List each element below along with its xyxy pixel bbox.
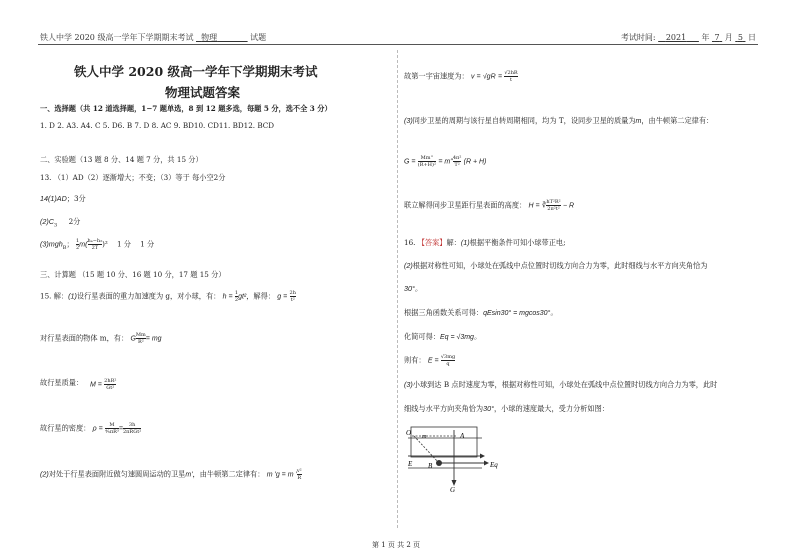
q15-part1-text: 设行星表面的重力加速度为 g，对小球，有： (76, 291, 221, 301)
q15-density-left: ρ = (92, 425, 103, 433)
q14-part3-tail: )² (102, 239, 108, 249)
q16-part3-text2: 细线与水平方向夹角恰为 (404, 404, 484, 413)
q15-density-frac1: $\frac{M}{\text{⁴⁄₃πR³}}$ (104, 422, 119, 435)
q16-part1-label: (1) (460, 238, 470, 247)
r1-text: 故第一宇宙速度为： (404, 71, 469, 81)
q15-surface-eq-right: = mg (145, 335, 162, 343)
q16-answer-tag: 【答案】 (417, 238, 447, 247)
header-subject: 物理 (201, 33, 218, 42)
q15-density-mid: = (118, 425, 123, 433)
r3-text: 同步卫星的周期与该行星自转周期相同，均为 T，设同步卫星的质量为 (412, 116, 636, 125)
q15-part1-eq-left: h = (222, 293, 233, 301)
diagram-label-Eq: Eq (490, 461, 498, 469)
header-month: 7 (714, 33, 720, 42)
r3-line (404, 116, 713, 126)
q15-part2-m: m' (185, 471, 193, 479)
q16-part2-then-frac: $\frac{√3mg}{q}$ (440, 354, 456, 367)
q15-part1-solve: ，解得： (246, 291, 275, 301)
r3-solve-left: H = (528, 202, 540, 210)
r1-eq-left: v = (471, 73, 481, 81)
q15-mass-text: 故行星质量： (40, 378, 84, 387)
r3-eq-right: (R + H) (463, 158, 487, 166)
q15-density (40, 422, 141, 435)
r3-eq (404, 155, 486, 168)
q15-part1 (40, 290, 296, 303)
q16-part2-label: (2) (404, 261, 413, 270)
r1-eq-frac: $\frac{√2hR}{t}$ (504, 70, 518, 83)
q15-surface-text: 对行星表面的物体 m，有： (40, 333, 129, 343)
q14-part3-sep: ； (66, 239, 74, 249)
r1-line (404, 70, 518, 83)
q15-part1-result-left: g = (277, 293, 288, 301)
q15-part1-label: (1) (68, 291, 77, 301)
r3-solve-right: − R (563, 202, 575, 210)
section3-heading: 三、计算题 （15 题 10 分、16 题 10 分，17 题 15 分） (40, 270, 226, 279)
diagram-label-E: E (408, 460, 413, 468)
q15-surface-eq-left: G (130, 335, 136, 343)
q14-part2-label: (2)C (40, 217, 54, 226)
q14-part3-score2: 1 分 (140, 239, 155, 249)
header-rule (38, 44, 758, 45)
header-year: 2021 (665, 33, 687, 42)
q14-part3-label: (3)mgh (40, 239, 63, 249)
q15-part2-eq: m 'g = m ' (266, 471, 297, 479)
q15-surface-eq-frac: $\frac{Mm}{\text{R²}}$ (135, 332, 146, 345)
q16-part3-line1 (404, 380, 717, 390)
q16-prefix: 16. (404, 238, 418, 247)
q16-part2-rel-text: 根据三角函数关系可得： (404, 308, 484, 317)
q14-part3-frac: $\frac{\text{hₐ−h₂}}{2T}$ (87, 238, 103, 251)
q14-part2-score: 2分 (68, 217, 81, 226)
force-diagram (402, 418, 512, 492)
q15-part2 (40, 468, 302, 481)
r3-text2: ，由牛顿第二定律有： (641, 116, 714, 125)
header-time-label: 考试时间: (620, 33, 656, 42)
q14-part1 (40, 194, 86, 204)
q15-part2-label: (2) (40, 469, 49, 479)
q16-part2-simp-text: 化简可得： (404, 332, 440, 341)
q14-part1-score: ；3分 (66, 194, 86, 203)
diagram-frame (411, 427, 477, 457)
r3-m: m (635, 118, 642, 125)
r3-solve-frac: $\frac{\text{hT²R²}}{\text{2π²t²}}$ (546, 199, 561, 212)
header-right (621, 32, 756, 43)
r3-eq-mid: = m'' (438, 158, 453, 166)
section2-heading: 二、实验题（13 题 8 分、14 题 7 分，共 15 分） (40, 155, 203, 164)
section1-heading: 一、选择题（共 12 道选择题，1−7 题单选，8 到 12 题多选，每题 5 分，选不全 3 分） (40, 104, 332, 113)
column-divider (397, 50, 398, 528)
q14-part3-score1: 1 分 (116, 239, 131, 249)
q16-part2-angle: 30°。 (404, 284, 423, 293)
header-suffix: 试题 (250, 33, 267, 42)
q13-answer: 13. （1）AD（2）逐渐增大；不变；（3）等于 每小空2分 (40, 173, 226, 182)
q15-surface (40, 332, 162, 345)
section1-answers: 1. D 2. A3. A4. C 5. D6. B 7. D 8. AC 9. BD10. CD11. BD12. BCD (40, 121, 275, 130)
q14-part3 (40, 238, 154, 251)
r3-eq-left: G = (404, 158, 416, 166)
r3-eq-frac1: $\frac{Mm''}{\text{(R+H)²}}$ (417, 155, 437, 168)
q15-density-text: 故行星的密度： (40, 423, 91, 433)
q15-part2-text2: ，由牛顿第二定律有： (192, 469, 265, 479)
q16-text: 解： (446, 238, 461, 247)
q16-part2-then-left: E = (427, 357, 439, 365)
q15-density-frac2: $\frac{3h}{\text{2πRGt²}}$ (122, 422, 142, 435)
diagram-label-O: O (406, 429, 412, 437)
q16-part3-line2 (404, 404, 609, 414)
page-title: 铁人中学 2020 级高一学年下学期期末考试 (74, 64, 318, 79)
diagram-label-G: G (450, 486, 456, 492)
q15-mass (40, 378, 83, 388)
q16-part2-text: 根据对称性可知，小球处在弧线中点位置时切线方向合力为零，此时细线与水平方向夹角恰为 (412, 261, 708, 270)
header-exam-name: 铁人中学 2020 级高一学年下学期期末考试 (40, 33, 194, 42)
q15-intro: 15. 解： (40, 291, 69, 301)
q16-part3-text3: ，小球的速度最大，受力分析如图： (493, 404, 609, 413)
q16-part2-rel-eq: qEsin30° = mgcos30°。 (483, 310, 558, 317)
header-day-unit: 日 (748, 33, 756, 42)
header-month-unit: 月 (724, 33, 733, 42)
q16-part1-text: 根据平衡条件可知小球带正电; (469, 238, 566, 247)
header-day: 5 (737, 33, 743, 42)
header-left (40, 32, 266, 43)
q15-mass-eq (90, 378, 116, 391)
q16-part2 (404, 261, 708, 271)
q16-part2-then-text: 则有： (404, 355, 426, 365)
q15-part1-eq-right: gt² (238, 293, 247, 301)
q16-part2-rel (404, 308, 557, 318)
page-subtitle: 物理试题答案 (165, 85, 241, 100)
header-year-unit: 年 (701, 33, 710, 42)
q14-part2-sub: 3 (53, 222, 58, 229)
r3-solve-text: 联立解得同步卫星距行星表面的高度： (404, 200, 527, 210)
q16-part2-simp (404, 332, 481, 342)
q15-part2-text: 对处于行星表面附近做匀速圆周运动的卫星 (48, 469, 186, 479)
q16-part2-simp-eq: Eq = √3mg。 (439, 334, 481, 341)
q16-part3-text1: 小球到达 B 点时速度为零，根据对称性可知，小球处在弧线中点位置时切线方向合力为零，此时 (412, 380, 718, 389)
diagram-label-B: B (428, 462, 433, 470)
q15-mass-frac: $\frac{\text{2hR²}}{\text{Gt²}}$ (104, 378, 117, 391)
q14-part2 (40, 217, 80, 228)
r3-label: (3) (404, 116, 413, 125)
q16-part2-then (404, 354, 455, 367)
q15-part2-eq-frac: $\frac{\text{v²}}{R}$ (296, 468, 302, 481)
diagram-label-A: A (460, 432, 465, 440)
diagram-label-m: m (422, 434, 427, 440)
r1-eq-sqrt: √gR (482, 73, 496, 81)
diagram-arrowhead-eq (484, 461, 489, 466)
r1-eq-mid: = (497, 73, 503, 81)
q16-line (404, 238, 566, 248)
r3-eq-frac2: $\frac{\text{4π²}}{\text{T²}}$ (452, 155, 462, 168)
q14-part3-sub: B (62, 244, 67, 251)
q16-part3-label: (3) (404, 380, 413, 389)
q15-mass-left: M = (90, 381, 102, 389)
q14-part1-label: 14(1)AD (40, 194, 67, 203)
diagram-arrowhead-e (480, 454, 485, 459)
r3-solve-root: ∛ (541, 202, 547, 210)
page-footer: 第 1 页 共 2 页 (372, 541, 421, 549)
q15-part1-eq-frac: $\frac{1}{2}$ (234, 290, 239, 303)
q16-part3-angle: 30° (483, 404, 494, 413)
q14-part3-half: $\frac{1}{2}$ (75, 238, 80, 251)
r3-solve (404, 199, 574, 212)
q14-part3-m: m( (79, 239, 88, 249)
q15-part1-result-frac: $\frac{2h}{\text{t²}}$ (289, 290, 296, 303)
